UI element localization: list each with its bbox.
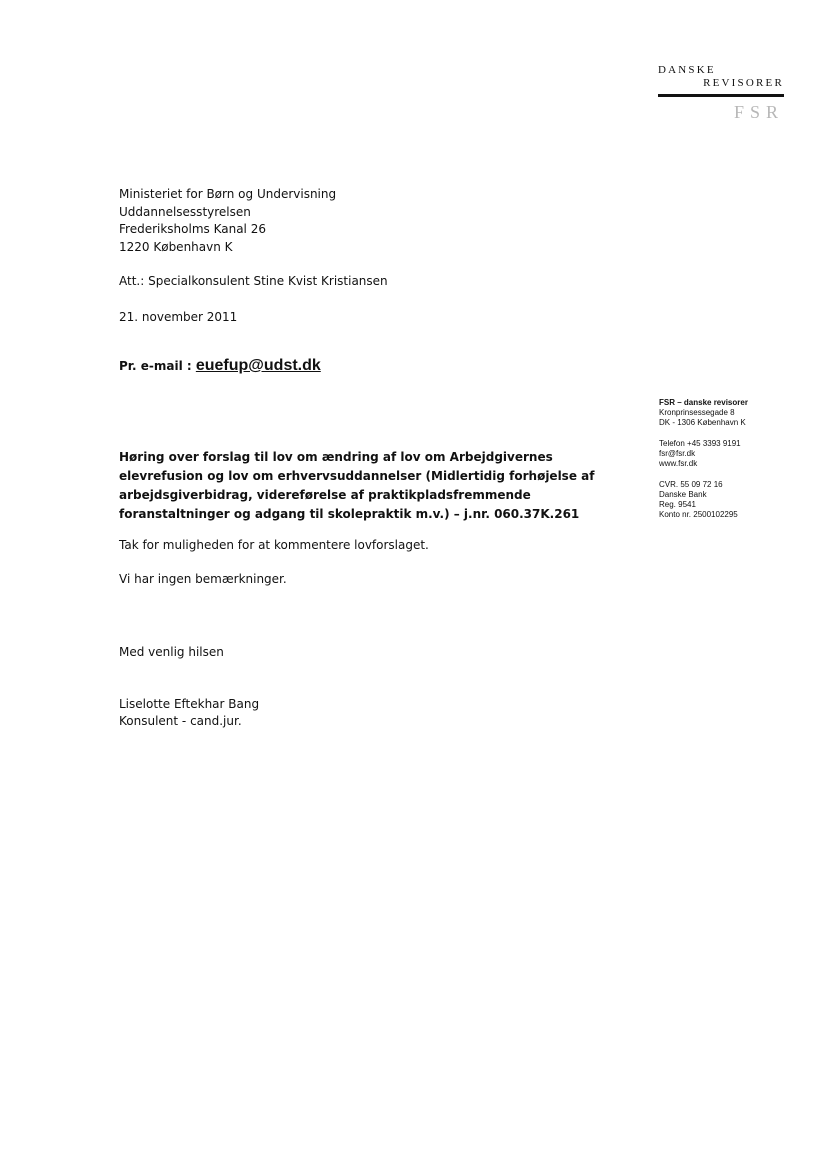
subject-heading — [119, 448, 639, 524]
attention-line: Att.: Specialkonsulent Stine Kvist Kristiansen — [119, 274, 388, 288]
sender-bank: Danske Bank — [659, 490, 707, 499]
sender-email[interactable]: fsr@fsr.dk — [659, 449, 696, 458]
recipient-line: Ministeriet for Børn og Undervisning — [119, 187, 337, 201]
sender-reg: Reg. 9541 — [659, 500, 696, 509]
recipient-line: Frederiksholms Kanal 26 — [119, 222, 266, 236]
recipient-line: Uddannelsesstyrelsen — [119, 204, 251, 219]
closing-greeting: Med venlig hilsen — [119, 645, 224, 659]
sender-account: Konto nr. 2500102295 — [659, 510, 738, 519]
logo-divider — [658, 94, 784, 97]
company-logo — [658, 64, 784, 121]
sender-cvr: CVR. 55 09 72 16 — [659, 480, 723, 489]
sender-street: Kronprinsessegade 8 — [659, 408, 735, 417]
sender-phone: Telefon +45 3393 9191 — [659, 439, 741, 448]
body-paragraph: Tak for muligheden for at kommentere lovforslaget. — [119, 538, 429, 552]
sender-city: DK - 1306 København K — [659, 418, 746, 427]
subject-line: Høring over forslag til lov om ændring af lov om Arbejdgivernes — [119, 450, 553, 464]
signature-name: Liselotte Eftekhar Bang — [119, 697, 260, 711]
signature-title: Konsulent - cand.jur. — [119, 714, 242, 728]
letter-date: 21. november 2011 — [119, 310, 238, 324]
logo-text-revisorer: REVISORER — [703, 77, 784, 89]
logo-text-danske: DANSKE — [658, 64, 716, 76]
subject-line: arbejdsgiverbidrag, videreførelse af praktikpladsfremmende — [119, 488, 531, 502]
email-label: Pr. e-mail : — [119, 359, 196, 373]
subject-line: elevrefusion og lov om erhvervsuddannelser (Midlertidig forhøjelse af — [119, 469, 595, 483]
email-link[interactable]: euefup@udst.dk — [195, 357, 321, 374]
recipient-line: 1220 København K — [119, 239, 233, 254]
recipient-address — [119, 186, 336, 256]
email-line — [119, 357, 321, 375]
logo-mark-fsr: FSR — [733, 102, 784, 122]
body-paragraph: Vi har ingen bemærkninger. — [119, 572, 287, 586]
sender-website[interactable]: www.fsr.dk — [659, 459, 698, 468]
sender-org: FSR – danske revisorer — [659, 398, 748, 407]
sender-info — [659, 398, 748, 531]
subject-line: foranstaltninger og adgang til skolepraktik m.v.) – j.nr. 060.37K.261 — [119, 507, 580, 521]
